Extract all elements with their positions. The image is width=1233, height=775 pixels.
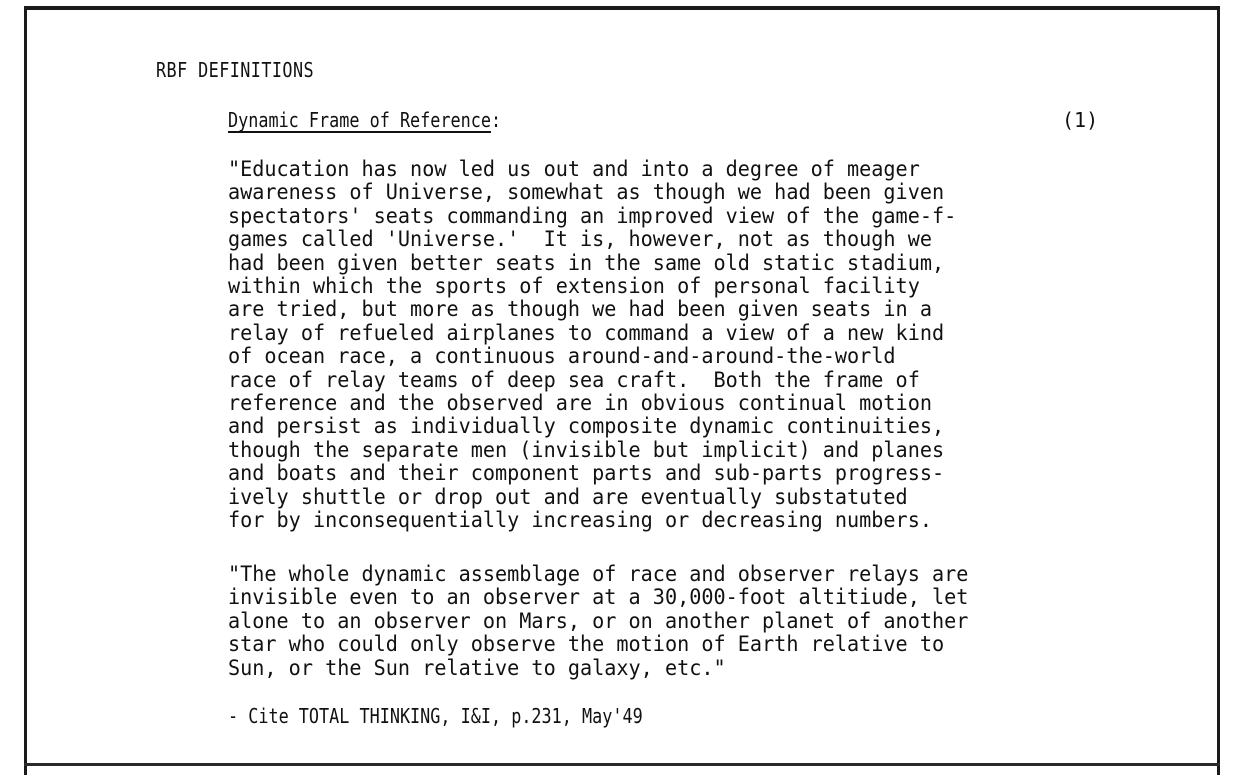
quote-paragraph-2: "The whole dynamic assemblage of race and observer relays are invisible even to an observer at a 30,000-foot altitiude, let alone to an observer on Mars, or on another planet of another star who could only observe the motion of Earth relative to Sun, or the Sun relative to galaxy, etc." <box>228 562 969 680</box>
page-number: (1) <box>1062 108 1099 132</box>
citation: - Cite TOTAL THINKING, I&I, p.231, May'49 <box>228 704 643 728</box>
document-header: RBF DEFINITIONS <box>156 58 315 82</box>
subtitle-colon: : <box>490 108 502 132</box>
subtitle <box>228 108 501 132</box>
quote-paragraph-1: "Education has now led us out and into a degree of meager awareness of Universe, somewhat as though we had been given spectators' seats commanding an improved view of the game-f- games called 'Universe.' It is, however, not as though we had been given better seats in the same old static stadium, within which the sports of extension of personal facility are tried, but more as though we had been given seats in a relay of refueled airplanes to command a view of a new kind of ocean race, a continuous around-and-around-the-world race of relay teams of deep sea craft. Both the frame of reference and the observed are in obvious continual motion and persist as individually composite dynamic continuities, though the separate men (invisible but implicit) and planes and boats and their component parts and sub-parts progress- ively shuttle or drop out and are eventually substatuted for by inconsequentially increasing or decreasing numbers. <box>228 157 957 533</box>
subtitle-text: Dynamic Frame of Reference <box>228 108 491 132</box>
bottom-rule <box>24 763 1220 766</box>
